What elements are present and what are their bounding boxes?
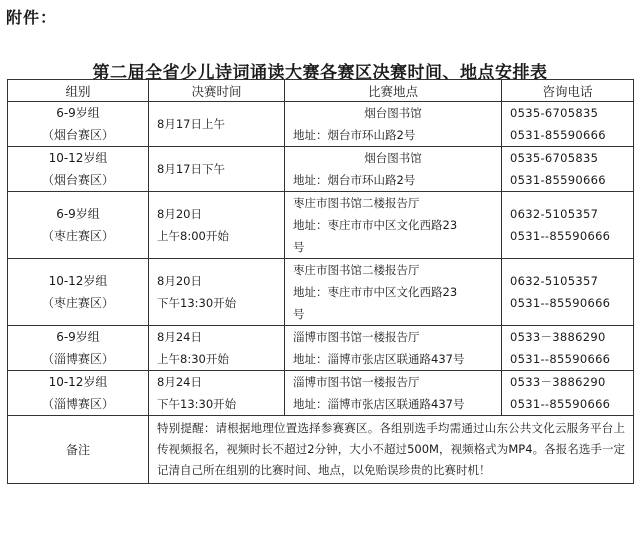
- time-cell: [149, 102, 285, 147]
- table-row: [8, 102, 634, 147]
- header-group: 组别: [8, 80, 149, 102]
- phone-cell: [502, 326, 634, 371]
- time-cell: [149, 371, 285, 416]
- venue-cell-line: 地址：烟台市环山路2号: [293, 128, 416, 142]
- phone-cell-line: 0531--85590666: [510, 296, 611, 310]
- phone-cell-line: 0535-6705835: [510, 106, 599, 120]
- phone-cell-line: 0535-6705835: [510, 151, 599, 165]
- group-cell-line: （枣庄赛区）: [41, 296, 114, 310]
- group-cell-line: （淄博赛区）: [41, 397, 114, 411]
- venue-cell: [285, 147, 502, 192]
- phone-cell-line: 0533－3886290: [510, 330, 606, 344]
- time-cell-line: 8月17日下午: [157, 162, 225, 176]
- note-text: 特别提醒：请根据地理位置选择参赛赛区。各组别选手均需通过山东公共文化云服务平台上传视频报名，视频时长不超过2分钟，大小不超过500M，视频格式为MP4。各报名选手一定记清自己所在组别的比赛时间、地点，以免贻误珍贵的比赛时机！: [149, 416, 634, 484]
- group-cell-line: 10-12岁组: [48, 375, 108, 389]
- phone-cell: [502, 147, 634, 192]
- time-cell-line: 上午8:00开始: [157, 229, 229, 243]
- header-venue: 比赛地点: [285, 80, 502, 102]
- group-cell-line: 10-12岁组: [48, 274, 108, 288]
- venue-cell-line: 地址：烟台市环山路2号: [293, 173, 416, 187]
- venue-cell: [285, 192, 502, 259]
- table-row: [8, 147, 634, 192]
- group-cell-line: 6-9岁组: [56, 207, 100, 221]
- phone-cell: [502, 102, 634, 147]
- time-cell: [149, 147, 285, 192]
- table-header-row: [8, 80, 634, 102]
- venue-cell-line: 淄博市图书馆一楼报告厅: [293, 375, 420, 389]
- header-phone: 咨询电话: [502, 80, 634, 102]
- group-cell-line: 6-9岁组: [56, 106, 100, 120]
- phone-cell-line: 0531-85590666: [510, 173, 606, 187]
- phone-cell: [502, 192, 634, 259]
- phone-cell-line: 0531--85590666: [510, 229, 611, 243]
- venue-cell-line: 烟台图书馆: [364, 151, 422, 165]
- venue-cell-line: 地址：淄博市张店区联通路437号: [293, 352, 465, 366]
- phone-cell-line: 0533－3886290: [510, 375, 606, 389]
- time-cell: [149, 259, 285, 326]
- time-cell-line: 下午13:30开始: [157, 296, 237, 310]
- venue-cell: [285, 371, 502, 416]
- venue-cell-line: 枣庄市图书馆二楼报告厅: [293, 263, 420, 277]
- phone-cell-line: 0531--85590666: [510, 397, 611, 411]
- table-row: [8, 326, 634, 371]
- group-cell-line: （烟台赛区）: [41, 173, 114, 187]
- venue-cell-line: 号: [293, 240, 305, 254]
- annex-label: 附件：: [6, 8, 58, 27]
- time-cell-line: 下午13:30开始: [157, 397, 237, 411]
- time-cell: [149, 192, 285, 259]
- phone-cell-line: 0531--85590666: [510, 352, 611, 366]
- schedule-table: [7, 79, 634, 484]
- venue-cell-line: 号: [293, 307, 305, 321]
- table-row: [8, 371, 634, 416]
- group-cell: [8, 371, 149, 416]
- venue-cell-line: 地址：枣庄市市中区文化西路23: [293, 285, 458, 299]
- group-cell: [8, 326, 149, 371]
- group-cell-line: （烟台赛区）: [41, 128, 114, 142]
- venue-cell-line: 烟台图书馆: [364, 106, 422, 120]
- time-cell-line: 8月20日: [157, 207, 202, 221]
- group-cell-line: 6-9岁组: [56, 330, 100, 344]
- note-label: 备注: [8, 416, 149, 484]
- group-cell-line: （淄博赛区）: [41, 352, 114, 366]
- venue-cell-line: 地址：枣庄市市中区文化西路23: [293, 218, 458, 232]
- group-cell-line: 10-12岁组: [48, 151, 108, 165]
- venue-cell: [285, 326, 502, 371]
- time-cell-line: 8月24日: [157, 375, 202, 389]
- table-body: [8, 102, 634, 416]
- phone-cell-line: 0531-85590666: [510, 128, 606, 142]
- table-row: [8, 259, 634, 326]
- group-cell: [8, 192, 149, 259]
- time-cell-line: 上午8:30开始: [157, 352, 229, 366]
- time-cell-line: 8月20日: [157, 274, 202, 288]
- venue-cell-line: 淄博市图书馆一楼报告厅: [293, 330, 420, 344]
- table-row: [8, 192, 634, 259]
- phone-cell-line: 0632-5105357: [510, 207, 599, 221]
- group-cell-line: （枣庄赛区）: [41, 229, 114, 243]
- group-cell: [8, 102, 149, 147]
- time-cell: [149, 326, 285, 371]
- group-cell: [8, 259, 149, 326]
- note-row: [8, 416, 634, 484]
- venue-cell-line: 枣庄市图书馆二楼报告厅: [293, 196, 420, 210]
- time-cell-line: 8月24日: [157, 330, 202, 344]
- venue-cell: [285, 259, 502, 326]
- phone-cell: [502, 371, 634, 416]
- venue-cell-line: 地址：淄博市张店区联通路437号: [293, 397, 465, 411]
- document-title: 第二届全省少儿诗词诵读大赛各赛区决赛时间、地点安排表: [92, 63, 548, 83]
- phone-cell-line: 0632-5105357: [510, 274, 599, 288]
- phone-cell: [502, 259, 634, 326]
- time-cell-line: 8月17日上午: [157, 117, 225, 131]
- header-final-time: 决赛时间: [149, 80, 285, 102]
- group-cell: [8, 147, 149, 192]
- venue-cell: [285, 102, 502, 147]
